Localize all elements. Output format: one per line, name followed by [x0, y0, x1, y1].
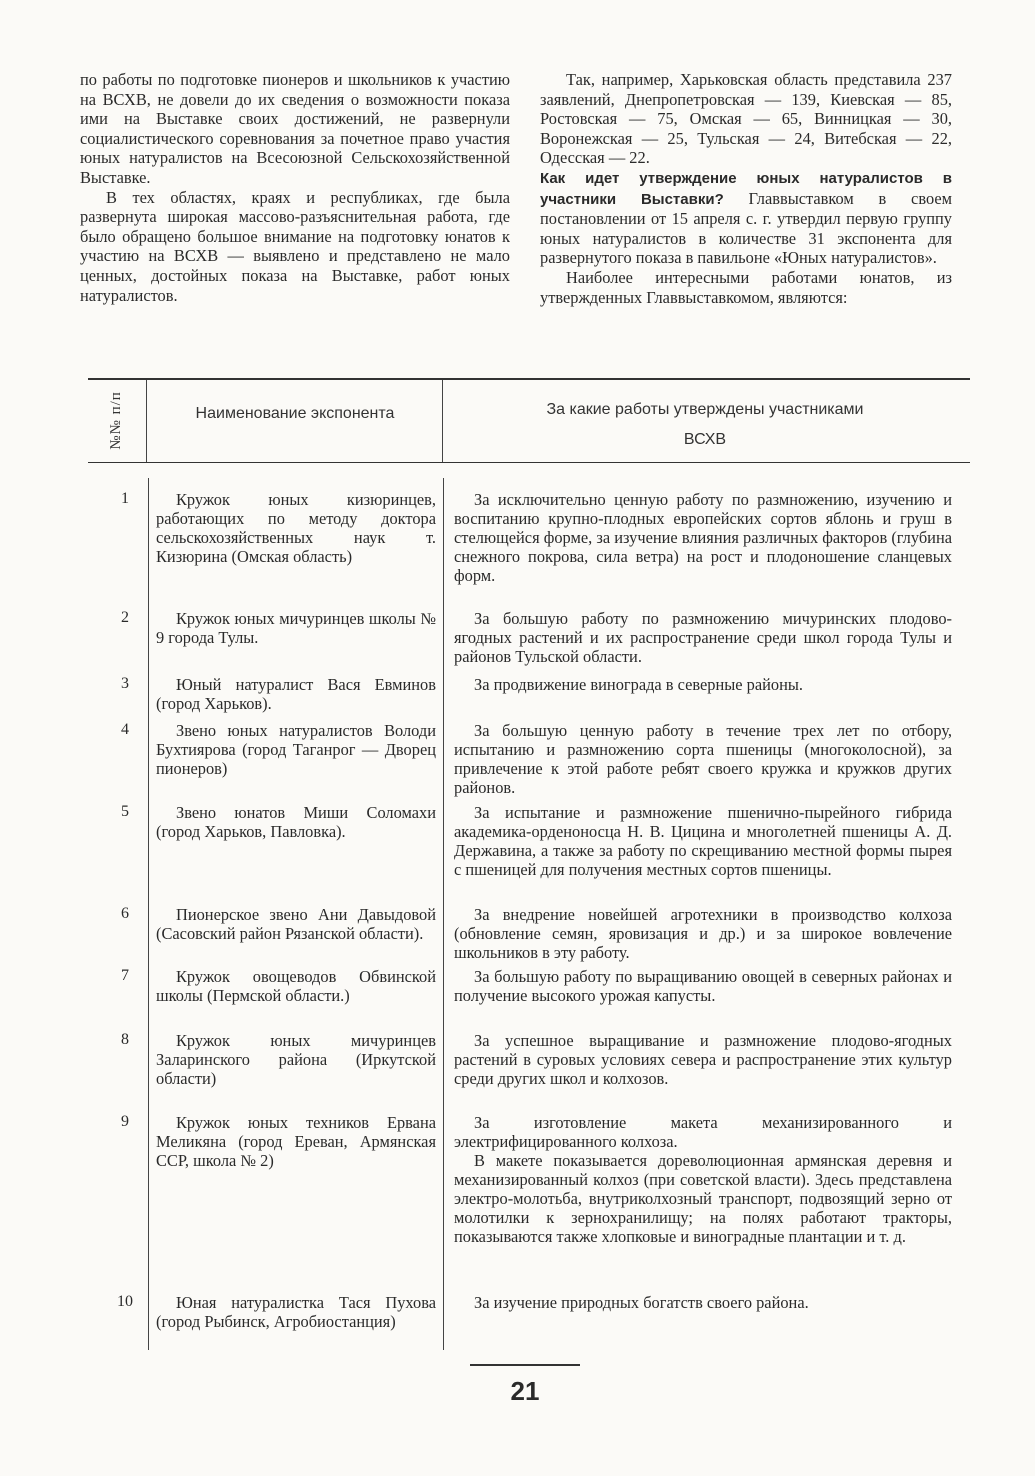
- row-exhibitor-name: [156, 1293, 436, 1331]
- row-exhibitor-text: Звено юных натуралистов Володи Бухтиярова (город Таганрог — Дворец пионеров): [156, 721, 436, 778]
- intro-left-paragraph-2: В тех областях, краях и республиках, где была развернута широкая массово-разъяснительная работа, где было обращено большое внимание на подготовку юнатов к участию на ВСХВ — выявлено и представлено не мало ценных, достойных показа на Выставке, работ юных натуралистов.: [80, 187, 510, 305]
- row-number: 8: [121, 1031, 129, 1048]
- row-works-text: За изучение природных богатств своего района.: [474, 1293, 809, 1312]
- row-number: 4: [121, 721, 129, 738]
- intro-right-column: [540, 70, 952, 307]
- row-works: [454, 609, 952, 666]
- header-divider-2: [442, 380, 443, 462]
- row-exhibitor-name: [156, 721, 436, 778]
- question-answer: Главвыставком в своем постановлении от 15 апреля с. г. утвердил первую группу юных натуралистов в количестве 31 экспонента для развернутого показа в павильоне «Юных натуралистов».: [540, 188, 952, 268]
- row-works: [454, 1031, 952, 1088]
- row-exhibitor-name: [156, 905, 436, 943]
- row-exhibitor-name: [156, 490, 436, 566]
- row-exhibitor-name: [156, 803, 436, 841]
- intro-left-paragraph-1: по работы по подготовке пионеров и школьников к участию на ВСХВ, не довели до их сведения о возможности показа ими на Выставке своих достижений, не развернули социалистического соревнования за почетное право участия юных натуралистов на Всесоюзной Сельскохозяйственной Выставке.: [80, 70, 510, 187]
- row-works-text: За изготовление макета механизированного и электрифицированного колхоза.: [454, 1113, 952, 1151]
- row-number: 10: [117, 1293, 133, 1310]
- row-works-text: За большую ценную работу в течение трех лет по отбору, испытанию и размножению сорта пшеницы (многоколосной), за привлечение к этой работе ребят своего кружка и кружков других районов.: [454, 721, 952, 797]
- row-number: 7: [121, 967, 129, 984]
- table-top-rule: [88, 378, 970, 380]
- row-exhibitor-text: Юная натуралистка Тася Пухова (город Рыбинск, Агробиостанция): [156, 1293, 436, 1331]
- row-exhibitor-text: Юный натуралист Вася Евминов (город Харьков).: [156, 675, 436, 713]
- row-number: 5: [121, 803, 129, 820]
- intro-right-paragraph-2: [540, 168, 952, 268]
- row-works: [454, 967, 952, 1005]
- row-works-text: За внедрение новейшей агротехники в производство колхоза (обновление семян, яровизация и др.) и за широкое вовлечение школьников в эту работу.: [454, 905, 952, 962]
- intro-right-paragraph-1: Так, например, Харьковская область представила 237 заявлений, Днепропетровская — 139, Киевская — 85, Ростовская — 75, Омская — 65, Винницкая — 30, Воронежская — 25, Тульская — 24, Витебская — 22, Одесская — 22.: [540, 70, 952, 168]
- question-heading: Как идет утверждение юных натуралистов в участники Выставки?: [540, 169, 952, 208]
- intro-right-paragraph-3: Наиболее интересными работами юнатов, из утвержденных Главвыставкомом, являются:: [540, 267, 952, 307]
- row-works-text: За исключительно ценную работу по размножению, изучению и воспитанию крупно-плодных европейских сортов яблонь и груш в стелющейся форме, за изучение влияния различных факторов (глубина снежного покрова, сила ветра) на рост и плодоношение сланцевых форм.: [454, 490, 952, 585]
- row-exhibitor-name: [156, 967, 436, 1005]
- row-works-extra-text: В макете показывается дореволюционная армянская деревня и механизированный колхоз (при советской власти). Здесь представлена электро-молотьба, внутриколхозный транспорт, подвозящий зерно от молотилки к зернохранилищу; на полях работают тракторы, показываются также хлопковые и виноградные плантации и т. д.: [454, 1151, 952, 1246]
- row-works: [454, 1293, 952, 1312]
- table-header-works-line-2: ВСХВ: [683, 431, 727, 448]
- row-exhibitor-text: Кружок юных мичуринцев школы № 9 города Тулы.: [156, 609, 436, 647]
- page-number: 21: [510, 1376, 540, 1406]
- row-works: [454, 490, 952, 585]
- row-exhibitor-text: Пионерское звено Ани Давыдовой (Сасовский район Рязанской области).: [156, 905, 436, 943]
- row-works: [454, 803, 952, 879]
- row-number: 1: [121, 490, 129, 507]
- row-works-text: За большую работу по выращиванию овощей в северных районах и получение высокого урожая капусты.: [454, 967, 952, 1005]
- row-works-text: За продвижение винограда в северные районы.: [474, 675, 803, 694]
- row-exhibitor-text: Кружок юных кизюринцев, работающих по методу доктора сельскохозяйственных наук т. Кизюрина (Омская область): [156, 490, 436, 566]
- row-exhibitor-text: Звено юнатов Миши Соломахи (город Харьков, Павловка).: [156, 803, 436, 841]
- footer-rule: [470, 1364, 580, 1366]
- table-header-rule: [88, 462, 970, 463]
- header-divider-1: [146, 380, 147, 462]
- table-header-number: [96, 388, 136, 452]
- row-number: 3: [121, 675, 129, 692]
- row-works-text: За успешное выращивание и размножение плодово-ягодных растений в суровых условиях севера и распространение этих культур среди других школ и колхозов.: [454, 1031, 952, 1088]
- row-exhibitor-name: [156, 609, 436, 647]
- table-header-name: Наименование экспонента: [195, 405, 395, 422]
- column-divider-2: [443, 478, 444, 1350]
- table-header-works-line-1: За какие работы утверждены участниками: [546, 401, 864, 418]
- row-works-text: За большую работу по размножению мичуринских плодово-ягодных растений и их распространение среди школ города Тулы и районов Тульской области.: [454, 609, 952, 666]
- row-exhibitor-text: Кружок овощеводов Обвинской школы (Пермской области.): [156, 967, 436, 1005]
- row-exhibitor-name: [156, 1031, 436, 1088]
- row-works: [454, 905, 952, 962]
- intro-left-column: [80, 70, 510, 305]
- table-header-number-label: №№ п/п: [107, 390, 124, 450]
- row-works: [454, 1113, 952, 1246]
- row-works: [454, 675, 952, 694]
- row-exhibitor-text: Кружок юных техников Ервана Меликяна (город Ереван, Армянская ССР, школа № 2): [156, 1113, 436, 1170]
- table-header-works: [450, 395, 960, 455]
- row-exhibitor-name: [156, 1113, 436, 1170]
- row-works: [454, 721, 952, 797]
- row-number: 6: [121, 905, 129, 922]
- row-number: 9: [121, 1113, 129, 1130]
- row-exhibitor-text: Кружок юных мичуринцев Заларинского района (Иркутской области): [156, 1031, 436, 1088]
- row-works-text: За испытание и размножение пшенично-пырейного гибрида академика-орденоносца Н. В. Цицина и многолетней пшеницы А. Д. Державина, а также за работу по скрещиванию местной формы пырея с пшеницей для получения местных сортов пшеницы.: [454, 803, 952, 879]
- row-number: 2: [121, 609, 129, 626]
- row-exhibitor-name: [156, 675, 436, 713]
